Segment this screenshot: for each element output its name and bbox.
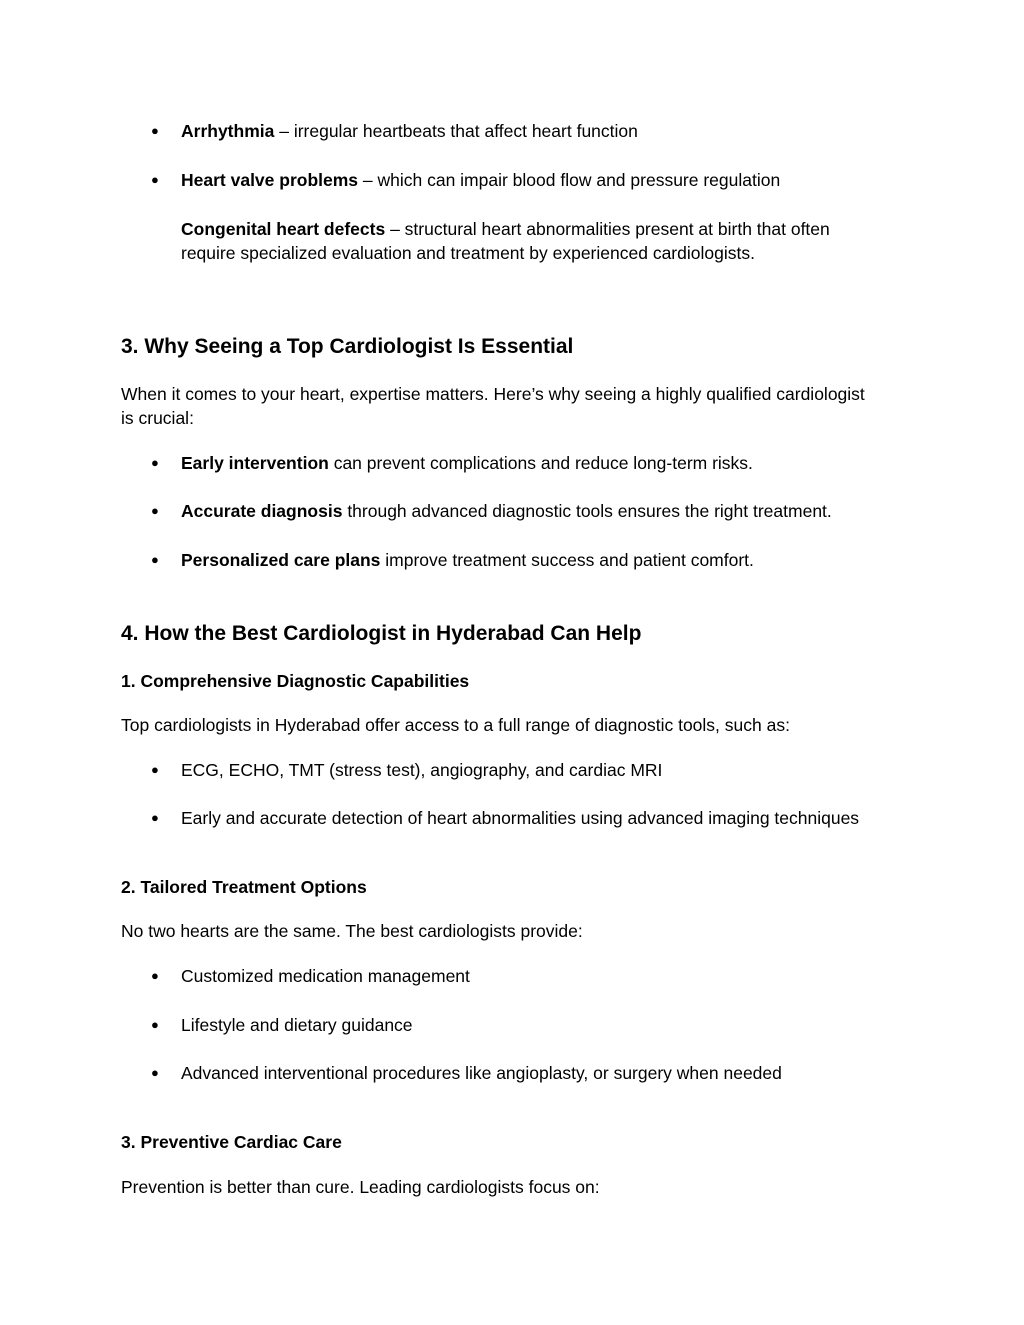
- list-item: [181, 548, 754, 572]
- bullet-icon: ●: [151, 172, 159, 187]
- term-label: Personalized care plans: [181, 550, 381, 570]
- term-label: Accurate diagnosis: [181, 501, 343, 521]
- term-description: through advanced diagnostic tools ensures the right treatment.: [342, 501, 832, 521]
- intro-paragraph: No two hearts are the same. The best cardiologists provide:: [121, 921, 583, 941]
- list-item: Early and accurate detection of heart abnormalities using advanced imaging techniques: [181, 808, 860, 828]
- intro-paragraph: Top cardiologists in Hyderabad offer access to a full range of diagnostic tools, such as:: [121, 715, 790, 735]
- list-item: [181, 451, 753, 475]
- list-item: Advanced interventional procedures like angioplasty, or surgery when needed: [181, 1063, 782, 1083]
- congenital-paragraph-line2: require specialized evaluation and treatment by experienced cardiologists.: [181, 243, 755, 263]
- term-label: Heart valve problems: [181, 170, 359, 190]
- term-description: improve treatment success and patient comfort.: [380, 550, 754, 570]
- term-description: – structural heart abnormalities present at birth that often: [385, 219, 830, 239]
- bullet-icon: ●: [151, 503, 159, 518]
- subsection-heading: 2. Tailored Treatment Options: [121, 877, 367, 897]
- bullet-icon: ●: [151, 552, 159, 567]
- subsection-heading: 1. Comprehensive Diagnostic Capabilities: [121, 671, 470, 691]
- list-item: Lifestyle and dietary guidance: [181, 1015, 413, 1035]
- list-item: Customized medication management: [181, 966, 470, 986]
- list-item: [181, 119, 638, 143]
- term-label: Early intervention: [181, 453, 329, 473]
- bullet-icon: ●: [151, 455, 159, 470]
- list-item: [181, 168, 780, 192]
- congenital-paragraph-line1: [181, 217, 830, 241]
- list-item: ECG, ECHO, TMT (stress test), angiography, and cardiac MRI: [181, 760, 663, 780]
- intro-paragraph: Prevention is better than cure. Leading cardiologists focus on:: [121, 1177, 600, 1197]
- bullet-icon: ●: [151, 762, 159, 777]
- bullet-icon: ●: [151, 123, 159, 138]
- bullet-icon: ●: [151, 968, 159, 983]
- section-heading: 4. How the Best Cardiologist in Hyderabad Can Help: [121, 622, 642, 645]
- section-heading: 3. Why Seeing a Top Cardiologist Is Essential: [121, 335, 574, 358]
- bullet-icon: ●: [151, 1017, 159, 1032]
- intro-paragraph-line1: When it comes to your heart, expertise matters. Here’s why seeing a highly qualified cardiologist: [121, 384, 865, 404]
- subsection-heading: 3. Preventive Cardiac Care: [121, 1132, 342, 1152]
- bullet-icon: ●: [151, 810, 159, 825]
- term-label: Arrhythmia: [181, 121, 275, 141]
- term-description: can prevent complications and reduce long-term risks.: [328, 453, 753, 473]
- intro-paragraph-line2: is crucial:: [121, 408, 194, 428]
- bullet-icon: ●: [151, 1065, 159, 1080]
- term-description: – which can impair blood flow and pressure regulation: [358, 170, 781, 190]
- list-item: [181, 499, 832, 523]
- term-label: Congenital heart defects: [181, 219, 386, 239]
- term-description: – irregular heartbeats that affect heart function: [274, 121, 638, 141]
